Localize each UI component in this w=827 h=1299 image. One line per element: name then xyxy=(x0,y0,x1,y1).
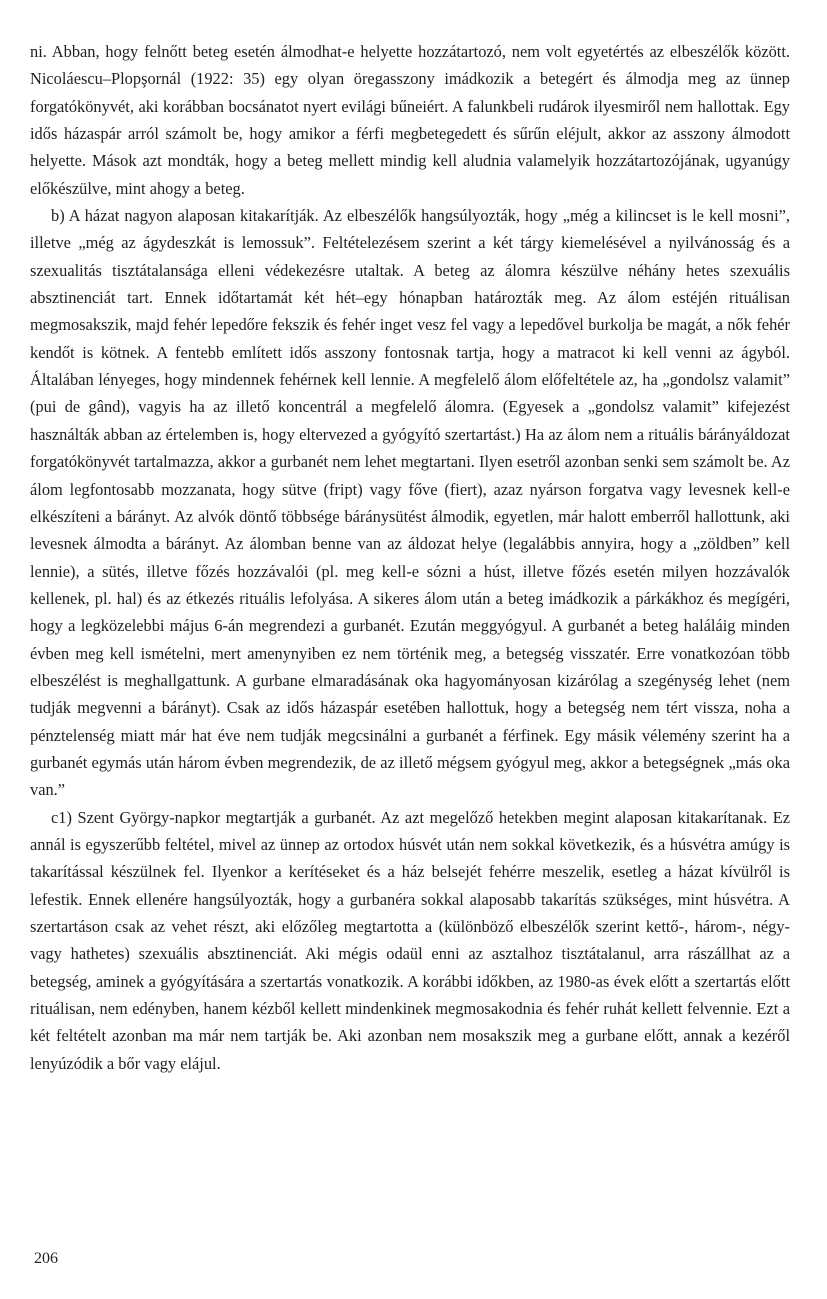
paragraph-c1-saint-george-day: c1) Szent György-napkor megtartják a gurbanét. Az azt megelőző hetekben megint alaposan kitakarítanak. Ez annál is egyszerűbb feltétel, mivel az ünnep az ortodox húsvét után nem sokkal következik, és a húsvétra amúgy is takarítással készülnek fel. Ilyenkor a kerítéseket és a ház belsejét fehérre meszelik, esetleg a házat kívülről is lefestik. Ennek ellenére hangsúlyozták, hogy a gurbanéra sokkal alaposabb takarítás szükséges, mint húsvétra. A szertartáson csak az vehet részt, aki előzőleg megtartotta a (különböző elbeszélők szerint kettő-, három-, négy- vagy hathetes) szexuális absztinenciát. Aki mégis odaül enni az asztalhoz tisztátalanul, arra rászállhat az a betegség, aminek a gyógyítására a szertartás vonatkozik. A korábbi időkben, az 1980-as évek előtt a szertartás előtt rituálisan, nem edényben, hanem kézből kellett mindenkinek megmosakodnia és fehér ruhát kellett felvennie. Ezt a két feltételt azonban ma már nem tartják be. Aki azonban nem mosakszik meg a gurbane előtt, annak a kezéről lenyúzódik a bőr vagy elájul. xyxy=(30,807,790,1073)
paragraph-b-house-cleaning: b) A házat nagyon alaposan kitakarítják. Az elbeszélők hangsúlyozták, hogy „még a kilincset is le kell mosni”, illetve „még az ágydeszkát is lemossuk”. Feltételezésem szerint a két tárgy kiemelésével a nyilvánosság és a szexualitás tisztátalansága elleni védekezésre utaltak. A beteg az álomra készülve néhány hetes szexuális absztinenciát tart. Ennek időtartamát két hét–egy hónapban határozták meg. Az álom estéjén rituálisan megmosakszik, majd fehér lepedőre fekszik és fehér inget vesz fel vagy a lepedővel burkolja be magát, a nők fehér kendőt is kötnek. A fentebb említett idős asszony fontosnak tartja, hogy a matracot ki kell venni az ágyból. Általában lényeges, hogy mindennek fehérnek kell lennie. A megfelelő álom előfeltétele az, ha „gondolsz valamit” (pui de gând), vagyis ha az illető koncentrál a megfelelő álomra. (Egyesek a „gondolsz valamit” kifejezést használták abban az értelemben is, hogy eltervezed a gyógyító szertartást.) Ha az álom nem a rituális bárányáldozat forgatókönyvét tartalmazza, akkor a gurbanét nem lehet megtartani. Ilyen esetről azonban senki sem számolt be. Az álom legfontosabb mozzanata, hogy sütve (fript) vagy főve (fiert), azaz nyárson forgatva vagy levesnek kell-e elkészíteni a bárányt. Az alvók döntő többsége báránysütést álmodik, egyetlen, már halott emberről hallottunk, aki levesnek álmodta a bárányt. Az álomban benne van az áldozat helye (legalábbis annyira, hogy a „zöldben” kell lennie), a sütés, illetve főzés hozzávalói (pl. meg kell-e sózni a húst, illetve főzés esetén milyen hozzávalók kellenek, pl. hal) és az étkezés rituális lefolyása. A sikeres álom után a beteg imádkozik a párkákhoz és megígéri, hogy a legközelebbi május 6-án megrendezi a gurbanét. Ezután meggyógyul. A gurbanét a beteg haláláig minden évben meg kell ismételni, mert amenynyiben ez nem történik meg, a betegség visszatér. Erre vonatkozóan több elbeszélést is meghallgattunk. A gurbane elmaradásának oka hagyományosan kizárólag a szegénység lehet (nem tudják megvenni a bárányt). Csak az idős házaspár esetében hallottuk, hogy a betegség nem tért vissza, noha a pénztelenség miatt már hat éve nem tudják megcsinálni a gurbanét a férfinek. Egy másik vélemény szerint ha a gurbanét egymás után három évben megrendezik, de az illető mégsem gyógyul meg, akkor a betegségnek „más oka van.” xyxy=(30,206,790,800)
paragraph-continuation: ni. Abban, hogy felnőtt beteg esetén álmodhat-e helyette hozzátartozó, nem volt egyetértés az elbeszélők között. Nicoláescu–Plopşornál (1922: 35) egy olyan öregasszony imádkozik a betegért és álmodja meg az ünnep forgatókönyvét, aki korábban bocsánatot nyert evilági bűneiért. A falunkbeli rudárok ilyesmiről nem hallottak. Egy idős házaspár arról számolt be, hogy amikor a férfi megbetegedett és sűrűn eléjult, akkor az asszony álmodott helyette. Mások azt mondták, hogy a beteg mellett mindig kell aludnia valamelyik hozzátartozójának, ugyanúgy előkészülve, mint ahogy a beteg. xyxy=(30,42,790,198)
page-body xyxy=(30,38,790,1077)
page-number: 206 xyxy=(34,1250,58,1267)
